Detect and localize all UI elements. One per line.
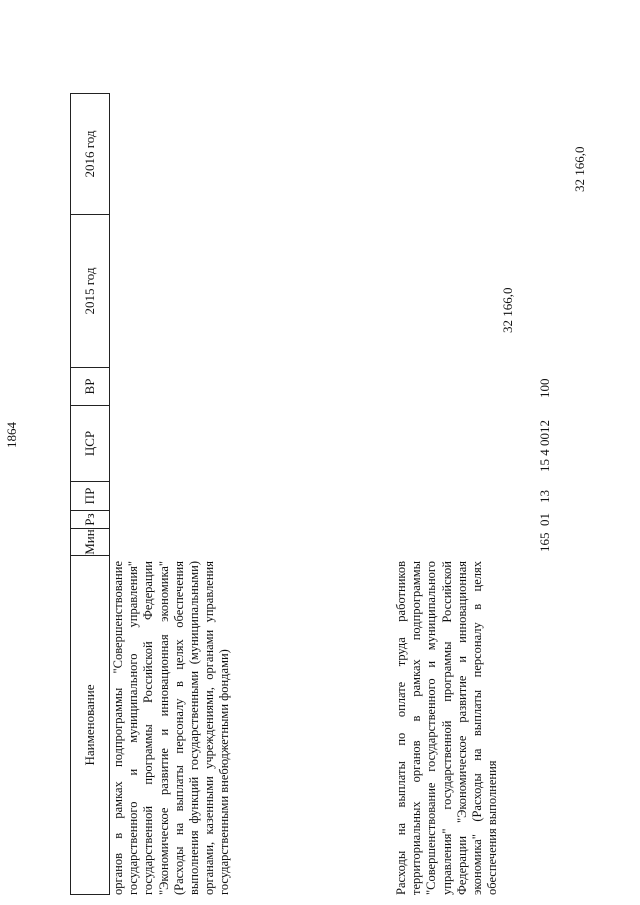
table-header [70,93,110,895]
rotated-table [70,55,610,895]
row-2-csr: 15 4 0012 [537,420,552,472]
header-pr: ПР [71,481,109,510]
row-2-vr: 100 [537,378,552,398]
header-vr: ВР [71,367,109,405]
row-2-name: Расходы на выплаты по оплате труда работников территориальных органов в рамках подпрограммы "Совершенствование государственного и муниципального управления" государственной программы Российской Федерации "Экономическое развитие и инновационная экономика" (Расходы на выплаты персоналу в целях обеспечения выполнения [394,561,500,895]
row-2-pr: 13 [537,490,552,503]
row-2-rz: 01 [537,513,552,526]
row-2-min: 165 [537,532,552,552]
header-rz: Рз [71,510,109,528]
header-2016: 2016 год [71,93,109,214]
row-2-2016: 32 166,0 [572,146,587,192]
page-number: 1864 [4,422,19,448]
header-name: Наименование [71,555,109,895]
header-min: Мин [71,528,109,555]
header-2015: 2015 год [71,214,109,367]
row-2-2015: 32 166,0 [500,287,515,333]
row-1-name: органов в рамках подпрограммы "Совершенствование государственного и муниципального управления" государственной программы Российской Федерации "Экономическое развитие и инновационная экономика" (Расходы на выплаты персоналу в целях обеспечения выполнения функций государственными (муниципальными) органами, казенными учреждениями, органами управления государственными внебюджетными фондами) [111,561,232,895]
header-csr: ЦСР [71,405,109,481]
